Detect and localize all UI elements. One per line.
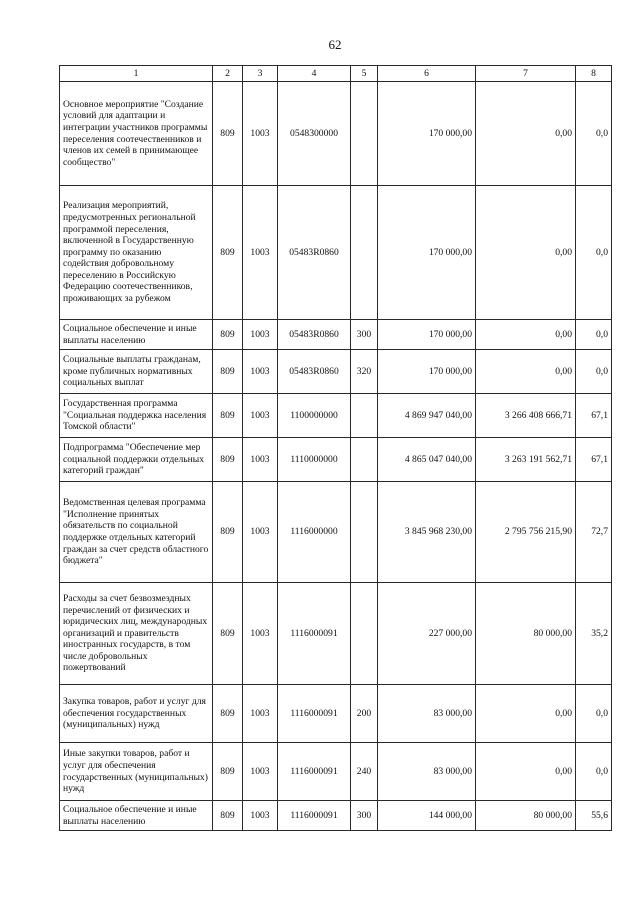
- section-code: 1003: [243, 743, 278, 801]
- target-item-code: 05483R0860: [278, 320, 351, 350]
- section-code: 1003: [243, 394, 278, 438]
- planned-amount: 83 000,00: [378, 685, 476, 743]
- expense-name: Ведомственная целевая программа "Исполнение принятых обязательств по социальной поддержке отдельных категорий граждан за счет средств областного бюджета": [60, 482, 213, 583]
- expense-type-code: 300: [351, 320, 378, 350]
- expense-name: Социальное обеспечение и иные выплаты населению: [60, 801, 213, 831]
- column-header: 3: [243, 66, 278, 82]
- actual-amount: 0,00: [476, 350, 576, 394]
- table-row: [60, 438, 612, 482]
- expense-name: Реализация мероприятий, предусмотренных региональной программой переселения, включенной в Государственную программу по оказанию содействия добровольному переселению в Российскую Федерацию соотечественников, проживающих за рубежом: [60, 186, 213, 320]
- expense-name: Основное мероприятие "Создание условий для адаптации и интеграции участников программы переселения соотечественников и членов их семей в принимающее сообщество": [60, 82, 213, 186]
- target-item-code: 05483R0860: [278, 186, 351, 320]
- target-item-code: 1100000000: [278, 394, 351, 438]
- column-header: 6: [378, 66, 476, 82]
- table-row: [60, 82, 612, 186]
- table-row: [60, 801, 612, 831]
- column-header: 7: [476, 66, 576, 82]
- execution-percent: 0,0: [576, 82, 612, 186]
- budget-table: [59, 65, 612, 831]
- column-header: 4: [278, 66, 351, 82]
- table-row: [60, 186, 612, 320]
- column-header: 2: [213, 66, 243, 82]
- header-row: [60, 66, 612, 82]
- actual-amount: 0,00: [476, 82, 576, 186]
- column-header: 5: [351, 66, 378, 82]
- target-item-code: 1116000091: [278, 685, 351, 743]
- actual-amount: 0,00: [476, 320, 576, 350]
- execution-percent: 0,0: [576, 685, 612, 743]
- execution-percent: 0,0: [576, 320, 612, 350]
- expense-type-code: [351, 482, 378, 583]
- table-row: [60, 320, 612, 350]
- section-code: 1003: [243, 801, 278, 831]
- planned-amount: 4 865 047 040,00: [378, 438, 476, 482]
- planned-amount: 144 000,00: [378, 801, 476, 831]
- column-header: 1: [60, 66, 213, 82]
- table-row: [60, 482, 612, 583]
- ministry-code: 809: [213, 394, 243, 438]
- execution-percent: 67,1: [576, 438, 612, 482]
- ministry-code: 809: [213, 583, 243, 685]
- execution-percent: 55,6: [576, 801, 612, 831]
- table-row: [60, 394, 612, 438]
- expense-type-code: 300: [351, 801, 378, 831]
- ministry-code: 809: [213, 685, 243, 743]
- target-item-code: 05483R0860: [278, 350, 351, 394]
- execution-percent: 35,2: [576, 583, 612, 685]
- target-item-code: 0548300000: [278, 82, 351, 186]
- table-row: [60, 743, 612, 801]
- planned-amount: 170 000,00: [378, 350, 476, 394]
- planned-amount: 170 000,00: [378, 320, 476, 350]
- expense-name: Социальные выплаты гражданам, кроме публичных нормативных социальных выплат: [60, 350, 213, 394]
- ministry-code: 809: [213, 438, 243, 482]
- ministry-code: 809: [213, 801, 243, 831]
- execution-percent: 0,0: [576, 186, 612, 320]
- section-code: 1003: [243, 186, 278, 320]
- ministry-code: 809: [213, 186, 243, 320]
- ministry-code: 809: [213, 320, 243, 350]
- table-row: [60, 350, 612, 394]
- execution-percent: 72,7: [576, 482, 612, 583]
- expense-type-code: [351, 583, 378, 685]
- section-code: 1003: [243, 685, 278, 743]
- expense-name: Подпрограмма "Обеспечение мер социальной поддержки отдельных категорий граждан": [60, 438, 213, 482]
- planned-amount: 170 000,00: [378, 186, 476, 320]
- expense-type-code: 200: [351, 685, 378, 743]
- actual-amount: 80 000,00: [476, 801, 576, 831]
- expense-name: Расходы за счет безвозмездных перечислений от физических и юридических лиц, международных организаций и правительств иностранных государств, в том числе добровольных пожертвований: [60, 583, 213, 685]
- planned-amount: 4 869 947 040,00: [378, 394, 476, 438]
- execution-percent: 67,1: [576, 394, 612, 438]
- planned-amount: 227 000,00: [378, 583, 476, 685]
- ministry-code: 809: [213, 743, 243, 801]
- planned-amount: 170 000,00: [378, 82, 476, 186]
- target-item-code: 1116000091: [278, 801, 351, 831]
- expense-type-code: 240: [351, 743, 378, 801]
- actual-amount: 0,00: [476, 685, 576, 743]
- section-code: 1003: [243, 320, 278, 350]
- actual-amount: 80 000,00: [476, 583, 576, 685]
- ministry-code: 809: [213, 482, 243, 583]
- expense-name: Государственная программа "Социальная поддержка населения Томской области": [60, 394, 213, 438]
- execution-percent: 0,0: [576, 743, 612, 801]
- target-item-code: 1110000000: [278, 438, 351, 482]
- section-code: 1003: [243, 350, 278, 394]
- target-item-code: 1116000091: [278, 583, 351, 685]
- section-code: 1003: [243, 438, 278, 482]
- planned-amount: 3 845 968 230,00: [378, 482, 476, 583]
- execution-percent: 0,0: [576, 350, 612, 394]
- section-code: 1003: [243, 482, 278, 583]
- expense-type-code: [351, 82, 378, 186]
- planned-amount: 83 000,00: [378, 743, 476, 801]
- actual-amount: 3 263 191 562,71: [476, 438, 576, 482]
- actual-amount: 3 266 408 666,71: [476, 394, 576, 438]
- actual-amount: 0,00: [476, 743, 576, 801]
- table-row: [60, 685, 612, 743]
- actual-amount: 2 795 756 215,90: [476, 482, 576, 583]
- expense-name: Иные закупки товаров, работ и услуг для обеспечения государственных (муниципальных) нужд: [60, 743, 213, 801]
- section-code: 1003: [243, 583, 278, 685]
- expense-type-code: [351, 394, 378, 438]
- expense-type-code: 320: [351, 350, 378, 394]
- expense-name: Социальное обеспечение и иные выплаты населению: [60, 320, 213, 350]
- ministry-code: 809: [213, 350, 243, 394]
- expense-type-code: [351, 438, 378, 482]
- expense-type-code: [351, 186, 378, 320]
- expense-name: Закупка товаров, работ и услуг для обеспечения государственных (муниципальных) нужд: [60, 685, 213, 743]
- section-code: 1003: [243, 82, 278, 186]
- ministry-code: 809: [213, 82, 243, 186]
- column-header: 8: [576, 66, 612, 82]
- actual-amount: 0,00: [476, 186, 576, 320]
- target-item-code: 1116000091: [278, 743, 351, 801]
- target-item-code: 1116000000: [278, 482, 351, 583]
- table-row: [60, 583, 612, 685]
- page-number: 62: [328, 37, 342, 52]
